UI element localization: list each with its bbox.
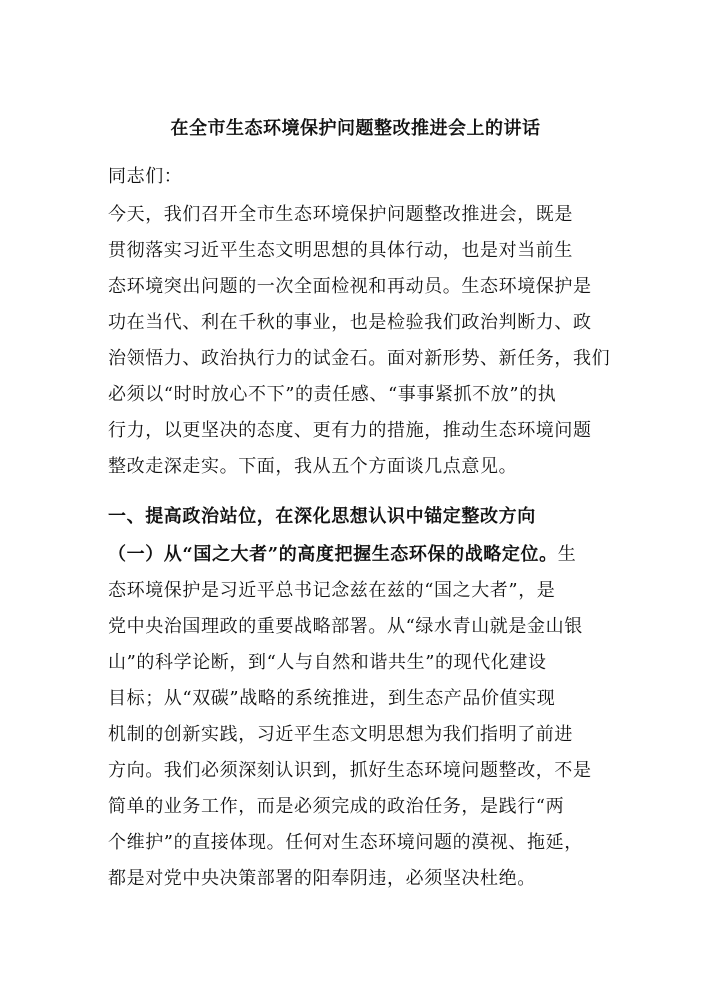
paragraph-line: 党中央治国理政的重要战略部署。从“绿水青山就是金山银 [108,616,583,637]
salutation: 同志们： [108,166,183,187]
paragraph-line: 简单的业务工作，而是必须完成的政治任务，是践行“两 [108,796,565,817]
paragraph-line: 态环境保护是习近平总书记念兹在兹的“国之大者”，是 [108,580,556,601]
section-heading: 一、提高政治站位，在深化思想认识中锚定整改方向 [108,506,536,527]
paragraph-line: 机制的创新实践，习近平生态文明思想为我们指明了前进 [108,724,573,745]
paragraph-line: 都是对党中央决策部署的阳奉阴违，必须坚决杜绝。 [108,868,536,889]
paragraph-line: 必须以“时时放心不下”的责任感、“事事紧抓不放”的执 [108,384,557,405]
paragraph-line: 治领悟力、政治执行力的试金石。面对新形势、新任务，我们 [108,348,611,369]
paragraph-line: 个维护”的直接体现。任何对生态环境问题的漠视、拖延， [108,832,583,853]
paragraph-line: 功在当代、利在千秋的事业，也是检验我们政治判断力、政 [108,312,592,333]
subsection-first-line [108,542,576,568]
subsection-heading: （一）从“国之大者”的高度把握生态环保的战略定位。 [108,544,558,565]
paragraph-line: 目标；从“双碳”战略的系统推进，到生态产品价值实现 [108,688,556,709]
paragraph-line: 贯彻落实习近平生态文明思想的具体行动，也是对当前生 [108,240,573,261]
document-title: 在全市生态环境保护问题整改推进会上的讲话 [170,118,541,139]
subsection-first-line-tail: 生 [557,544,577,565]
paragraph-line: 山”的科学论断，到“人与自然和谐共生”的现代化建设 [108,652,547,673]
paragraph-line: 态环境突出问题的一次全面检视和再动员。生态环境保护是 [108,276,592,297]
paragraph-line: 行力，以更坚决的态度、更有力的措施，推动生态环境问题 [108,420,592,441]
paragraph-line: 方向。我们必须深刻认识到，抓好生态环境问题整改，不是 [108,760,592,781]
paragraph-line: 今天，我们召开全市生态环境保护问题整改推进会，既是 [108,204,573,225]
paragraph-line: 整改走深走实。下面，我从五个方面谈几点意见。 [108,456,518,477]
